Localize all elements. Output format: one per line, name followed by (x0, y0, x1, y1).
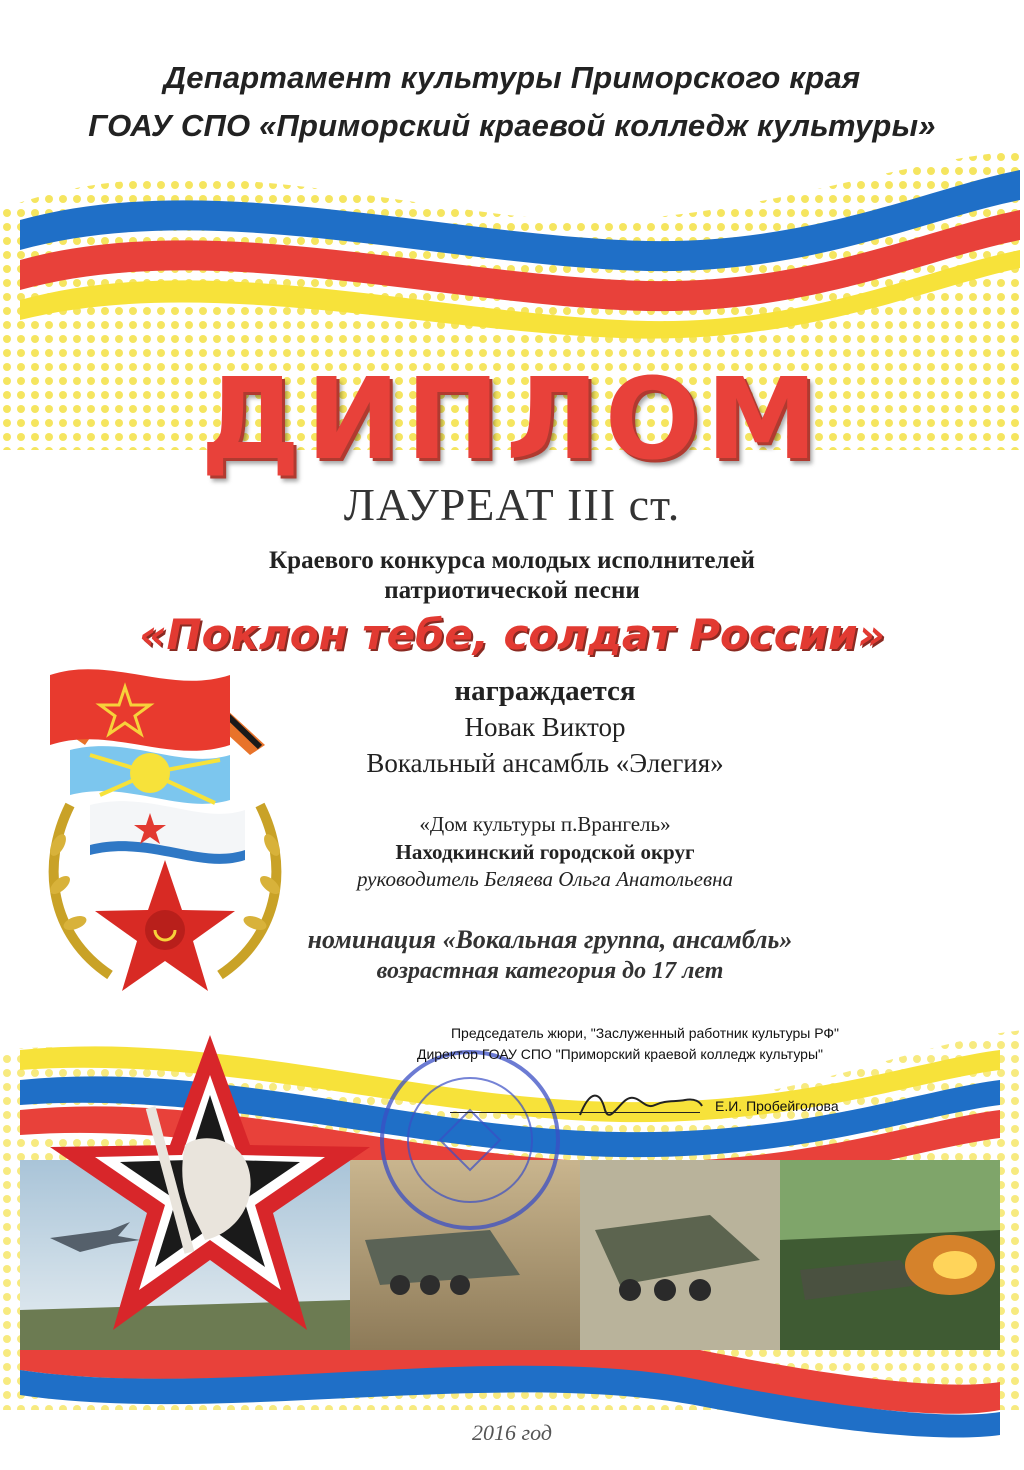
diploma-title: ДИПЛОМ (200, 355, 824, 485)
district: Находкинский городской округ (395, 840, 695, 864)
recipient-name: Новак Виктор (464, 712, 626, 742)
diploma-year: 2016 год (472, 1420, 552, 1445)
jury-chair-title: Председатель жюри, "Заслуженный работник культуры РФ" (450, 1025, 840, 1041)
air-force-flag-icon (70, 746, 230, 804)
age-category: возрастная категория до 17 лет (376, 958, 724, 984)
red-star-icon (95, 860, 235, 991)
contest-line-1: Краевого конкурса молодых исполнителей (269, 547, 755, 574)
signer-name: Е.И. Пробейголова (715, 1098, 839, 1114)
handwritten-signature (570, 1080, 710, 1130)
nomination: номинация «Вокальная группа, ансамбль» (307, 925, 793, 954)
director-title: Директор ГОАУ СПО "Приморский краевой колледж культуры" (416, 1046, 824, 1062)
contest-line-2: патриотической песни (384, 577, 640, 604)
header-college: ГОАУ СПО «Приморский краевой колледж культуры» (88, 108, 936, 143)
official-stamp (370, 1040, 570, 1240)
signature-line (450, 1112, 700, 1113)
awarded-label: награждается (454, 675, 636, 707)
laureate-degree: ЛАУРЕАТ III ст. (343, 479, 681, 530)
institution: «Дом культуры п.Врангель» (419, 812, 671, 836)
navy-flag-icon (90, 801, 245, 864)
leader: руководитель Беляева Ольга Анатольевна (356, 867, 734, 891)
song-title: «Поклон тебе, солдат России» (139, 610, 885, 659)
ensemble-name: Вокальный ансамбль «Элегия» (366, 748, 724, 778)
header-department: Департамент культуры Приморского края (163, 60, 861, 95)
soviet-flag-icon (50, 669, 230, 751)
soldier-star-emblem (45, 1035, 375, 1335)
